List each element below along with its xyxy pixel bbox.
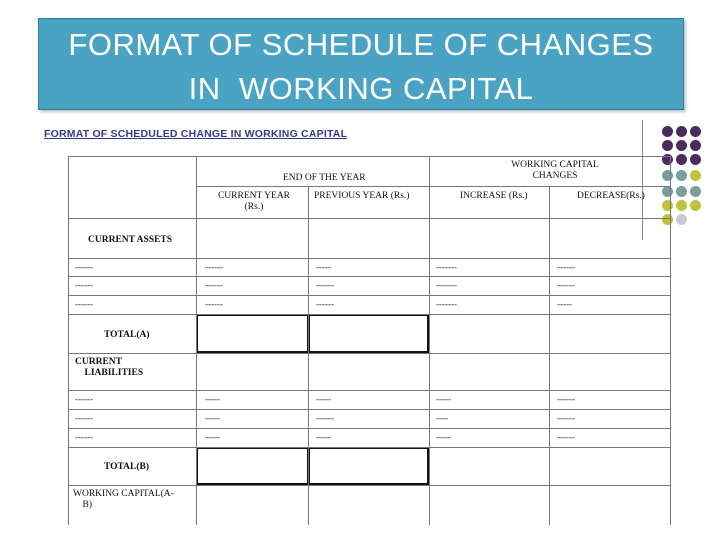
row-separator (68, 447, 670, 448)
slide-title-line-1: FORMAT OF SCHEDULE OF CHANGES (68, 27, 654, 62)
row-separator (68, 295, 670, 296)
header-end-of-year: END OF THE YEAR (283, 173, 366, 183)
decorative-dot (676, 154, 687, 165)
table-cell: ------ (316, 413, 334, 423)
row-separator (68, 390, 670, 391)
decorative-dot (662, 140, 673, 151)
document-heading: FORMAT OF SCHEDULED CHANGE IN WORKING CAPITAL (44, 128, 348, 140)
table-cell: ------ (316, 280, 334, 290)
decorative-divider (642, 120, 643, 240)
header-sub-separator (196, 186, 670, 187)
row-separator (68, 485, 670, 486)
decorative-dot (690, 200, 701, 211)
row-separator (68, 409, 670, 410)
decorative-dot (690, 126, 701, 137)
table-cell: ----- (316, 262, 331, 272)
table-cell: ----- (316, 432, 331, 442)
table-cell: ------ (205, 299, 223, 309)
col-increase: INCREASE (Rs.) (460, 191, 528, 201)
col-current-year: CURRENT YEAR (Rs.) (217, 191, 291, 212)
current-assets-label: CURRENT ASSETS (88, 235, 173, 245)
decorative-dot (676, 200, 687, 211)
total-a-label: TOTAL(A) (104, 330, 150, 340)
row-separator (68, 258, 670, 259)
decorative-dot (690, 170, 701, 181)
row-separator (68, 218, 670, 219)
table-cell: ------ (75, 413, 93, 423)
total-b-current-year-cell[interactable] (196, 447, 309, 485)
table-cell: ------ (205, 280, 223, 290)
col-previous-year: PREVIOUS YEAR (Rs.) (314, 191, 410, 201)
decorative-dot (676, 214, 687, 225)
header-working-capital-changes: WORKING CAPITAL CHANGES (511, 160, 599, 181)
table-cell: ----- (436, 394, 451, 404)
table-cell: ----- (436, 432, 451, 442)
table-cell: ----- (316, 394, 331, 404)
table-cell: ------ (557, 432, 575, 442)
decorative-dot (676, 126, 687, 137)
table-cell: ------- (436, 299, 457, 309)
row-separator (68, 276, 670, 277)
table-border-right (670, 156, 671, 525)
table-cell: ------- (436, 262, 457, 272)
table-cell: ------ (75, 262, 93, 272)
table-cell: ------ (557, 262, 575, 272)
decorative-dot (662, 200, 673, 211)
current-liabilities-label: CURRENT LIABILITIES (75, 357, 144, 378)
decorative-dot (690, 186, 701, 197)
table-cell: ------ (205, 262, 223, 272)
row-separator (68, 428, 670, 429)
total-a-current-year-cell[interactable] (196, 314, 309, 353)
table-cell: ------ (75, 299, 93, 309)
table-cell: ------ (75, 432, 93, 442)
row-separator (68, 314, 670, 315)
table-border-top (68, 156, 670, 157)
col-decrease: DECREASE(Rs.) (577, 191, 645, 201)
col-separator (549, 186, 550, 525)
slide-title-banner (38, 18, 684, 110)
total-b-label: TOTAL(B) (104, 462, 150, 472)
col-separator (196, 156, 197, 525)
table-cell: ---- (436, 413, 448, 423)
row-separator (68, 353, 670, 354)
table-cell: ------ (316, 299, 334, 309)
col-separator (308, 186, 309, 525)
decorative-dot (676, 186, 687, 197)
total-a-previous-year-cell[interactable] (308, 314, 429, 353)
decorative-dot (662, 170, 673, 181)
table-cell: ------- (436, 280, 457, 290)
col-separator (429, 156, 430, 525)
decorative-dot (662, 214, 673, 225)
table-cell: ----- (205, 394, 220, 404)
table-cell: ----- (557, 299, 572, 309)
working-capital-label: WORKING CAPITAL(A- B) (73, 489, 174, 510)
table-cell: ------ (75, 280, 93, 290)
decorative-dot (662, 126, 673, 137)
table-cell: ------ (75, 394, 93, 404)
decorative-dot (690, 154, 701, 165)
table-cell: ------ (557, 413, 575, 423)
table-cell: ----- (205, 413, 220, 423)
total-b-previous-year-cell[interactable] (308, 447, 429, 485)
table-border-left (68, 156, 69, 525)
table-cell: ----- (205, 432, 220, 442)
decorative-dot (662, 186, 673, 197)
decorative-dot (690, 140, 701, 151)
table-cell: ------ (557, 394, 575, 404)
table-cell: ------ (557, 280, 575, 290)
decorative-dot (676, 170, 687, 181)
decorative-dot (676, 140, 687, 151)
slide-title-line-2: IN WORKING CAPITAL (188, 71, 534, 106)
